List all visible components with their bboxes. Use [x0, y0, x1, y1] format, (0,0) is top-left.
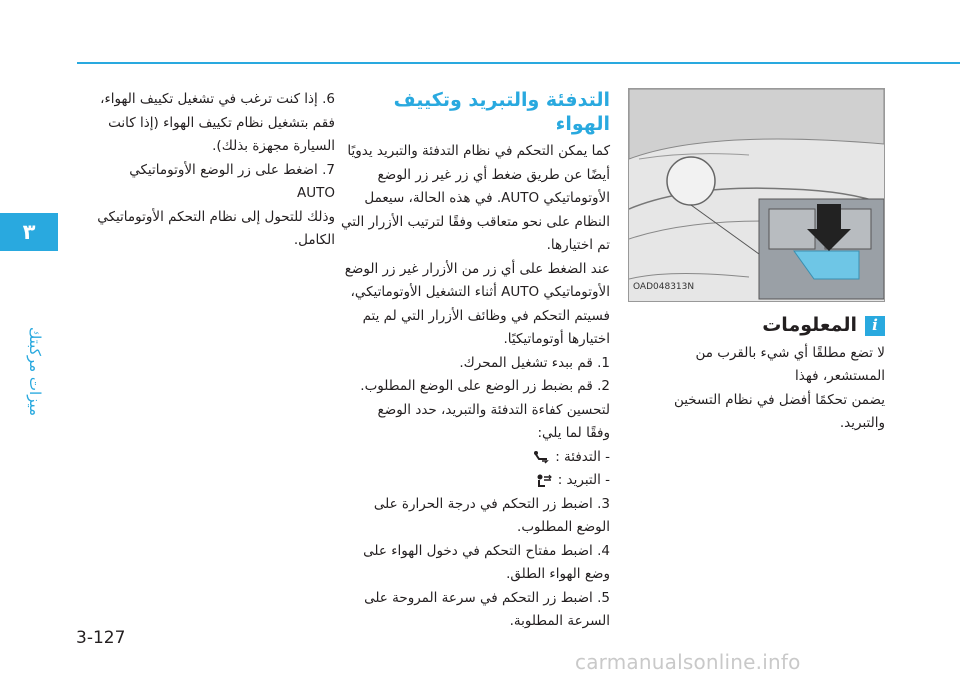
step-number: 3.: [597, 495, 610, 512]
step-4-line: وضع الهواء الطلق.: [506, 566, 610, 582]
intro-line: اختيارها أوتوماتيكيًا.: [503, 331, 610, 347]
step-5-line: السرعة المطلوبة.: [509, 613, 610, 629]
info-body: [630, 342, 885, 436]
step-number: 5.: [597, 589, 610, 606]
step-2-line: لتحسين كفاءة التدفئة والتبريد، حدد الوضع: [377, 401, 610, 418]
intro-line: كما يمكن التحكم في نظام التدفئة والتبريد يدويًا: [347, 143, 610, 159]
mode-heating: [340, 446, 610, 470]
floor-heat-icon: [533, 451, 549, 464]
step-2: [340, 375, 610, 399]
intro-line: الأوتوماتيكي AUTO أثناء التشغيل الأوتوماتيكي،: [350, 284, 610, 300]
step-text: اضبط مفتاح التحكم في دخول الهواء على: [363, 542, 593, 559]
face-vent-icon: [536, 474, 552, 487]
intro-line: النظام على نحو متعاقب وفقًا لترتيب الأزرار التي: [341, 213, 610, 230]
mode-label: - التدفئة :: [555, 448, 610, 465]
chapter-tab: [0, 213, 58, 251]
info-heading: [630, 314, 885, 338]
figure-code: OAD048313N: [633, 281, 695, 292]
step-number: 7.: [322, 161, 335, 178]
top-rule: [77, 62, 960, 64]
section-title: التدفئة والتبريد وتكييف الهواء: [393, 89, 610, 135]
mode-cooling: [340, 469, 610, 493]
mode-label: - التبريد :: [557, 472, 610, 488]
watermark: carmanualsonline.info: [575, 650, 801, 674]
intro-line: فسيتم التحكم في وظائف الأزرار التي لم يتم: [362, 307, 610, 324]
step-3: [340, 493, 610, 517]
right-column: [630, 88, 885, 436]
step-number: 4.: [597, 542, 610, 559]
step-1: [340, 352, 610, 376]
step-number: 6.: [322, 91, 335, 107]
info-line: يضمن تحكمًا أفضل في نظام التسخين والتبريد.: [673, 391, 885, 431]
step-6-line: السيارة مجهزة بذلك).: [212, 138, 335, 154]
page-number: 3-127: [76, 628, 126, 648]
left-column: [95, 88, 335, 253]
chapter-title: ميزات مركبتك: [26, 326, 44, 416]
step-3-line: الوضع المطلوب.: [517, 519, 610, 535]
middle-column: [340, 88, 610, 634]
step-7-line: الكامل.: [293, 232, 335, 248]
intro-line: عند الضغط على أي زر من الأزرار غير زر الوضع: [344, 260, 610, 277]
dashboard-sensor-illustration: [629, 89, 884, 301]
step-text: اضغط على زر الوضع الأوتوماتيكي AUTO: [129, 161, 335, 201]
step-7-line: وذلك للتحول إلى نظام التحكم الأوتوماتيكي: [97, 208, 335, 225]
sensor-figure: [628, 88, 885, 302]
step-text: قم بضبط زر الوضع على الوضع المطلوب.: [360, 378, 593, 394]
step-2-line: وفقًا لما يلي:: [537, 425, 610, 441]
intro-line: أيضًا عن طريق ضغط أي زر غير زر الوضع: [377, 166, 610, 183]
step-6: [95, 88, 335, 112]
step-number: 1.: [597, 354, 610, 371]
step-text: قم ببدء تشغيل المحرك.: [459, 354, 593, 371]
intro-line: تم اختيارها.: [546, 237, 610, 253]
info-line: لا تضع مطلقًا أي شيء بالقرب من المستشعر، فهذا: [695, 344, 885, 384]
step-5: [340, 587, 610, 611]
step-text: اضبط زر التحكم في سرعة المروحة على: [364, 589, 593, 606]
intro-line: الأوتوماتيكي AUTO. في هذه الحالة، سيعمل: [364, 190, 610, 206]
info-title: المعلومات: [762, 314, 857, 336]
step-7: [95, 159, 335, 206]
step-4: [340, 540, 610, 564]
chapter-number: ٣: [22, 220, 36, 244]
step-6-line: فقم بتشغيل نظام تكييف الهواء (إذا كانت: [108, 114, 335, 131]
step-text: إذا كنت ترغب في تشغيل تكييف الهواء،: [100, 91, 318, 107]
step-number: 2.: [597, 378, 610, 394]
step-text: اضبط زر التحكم في درجة الحرارة على: [373, 495, 593, 512]
info-icon: i: [865, 316, 885, 336]
